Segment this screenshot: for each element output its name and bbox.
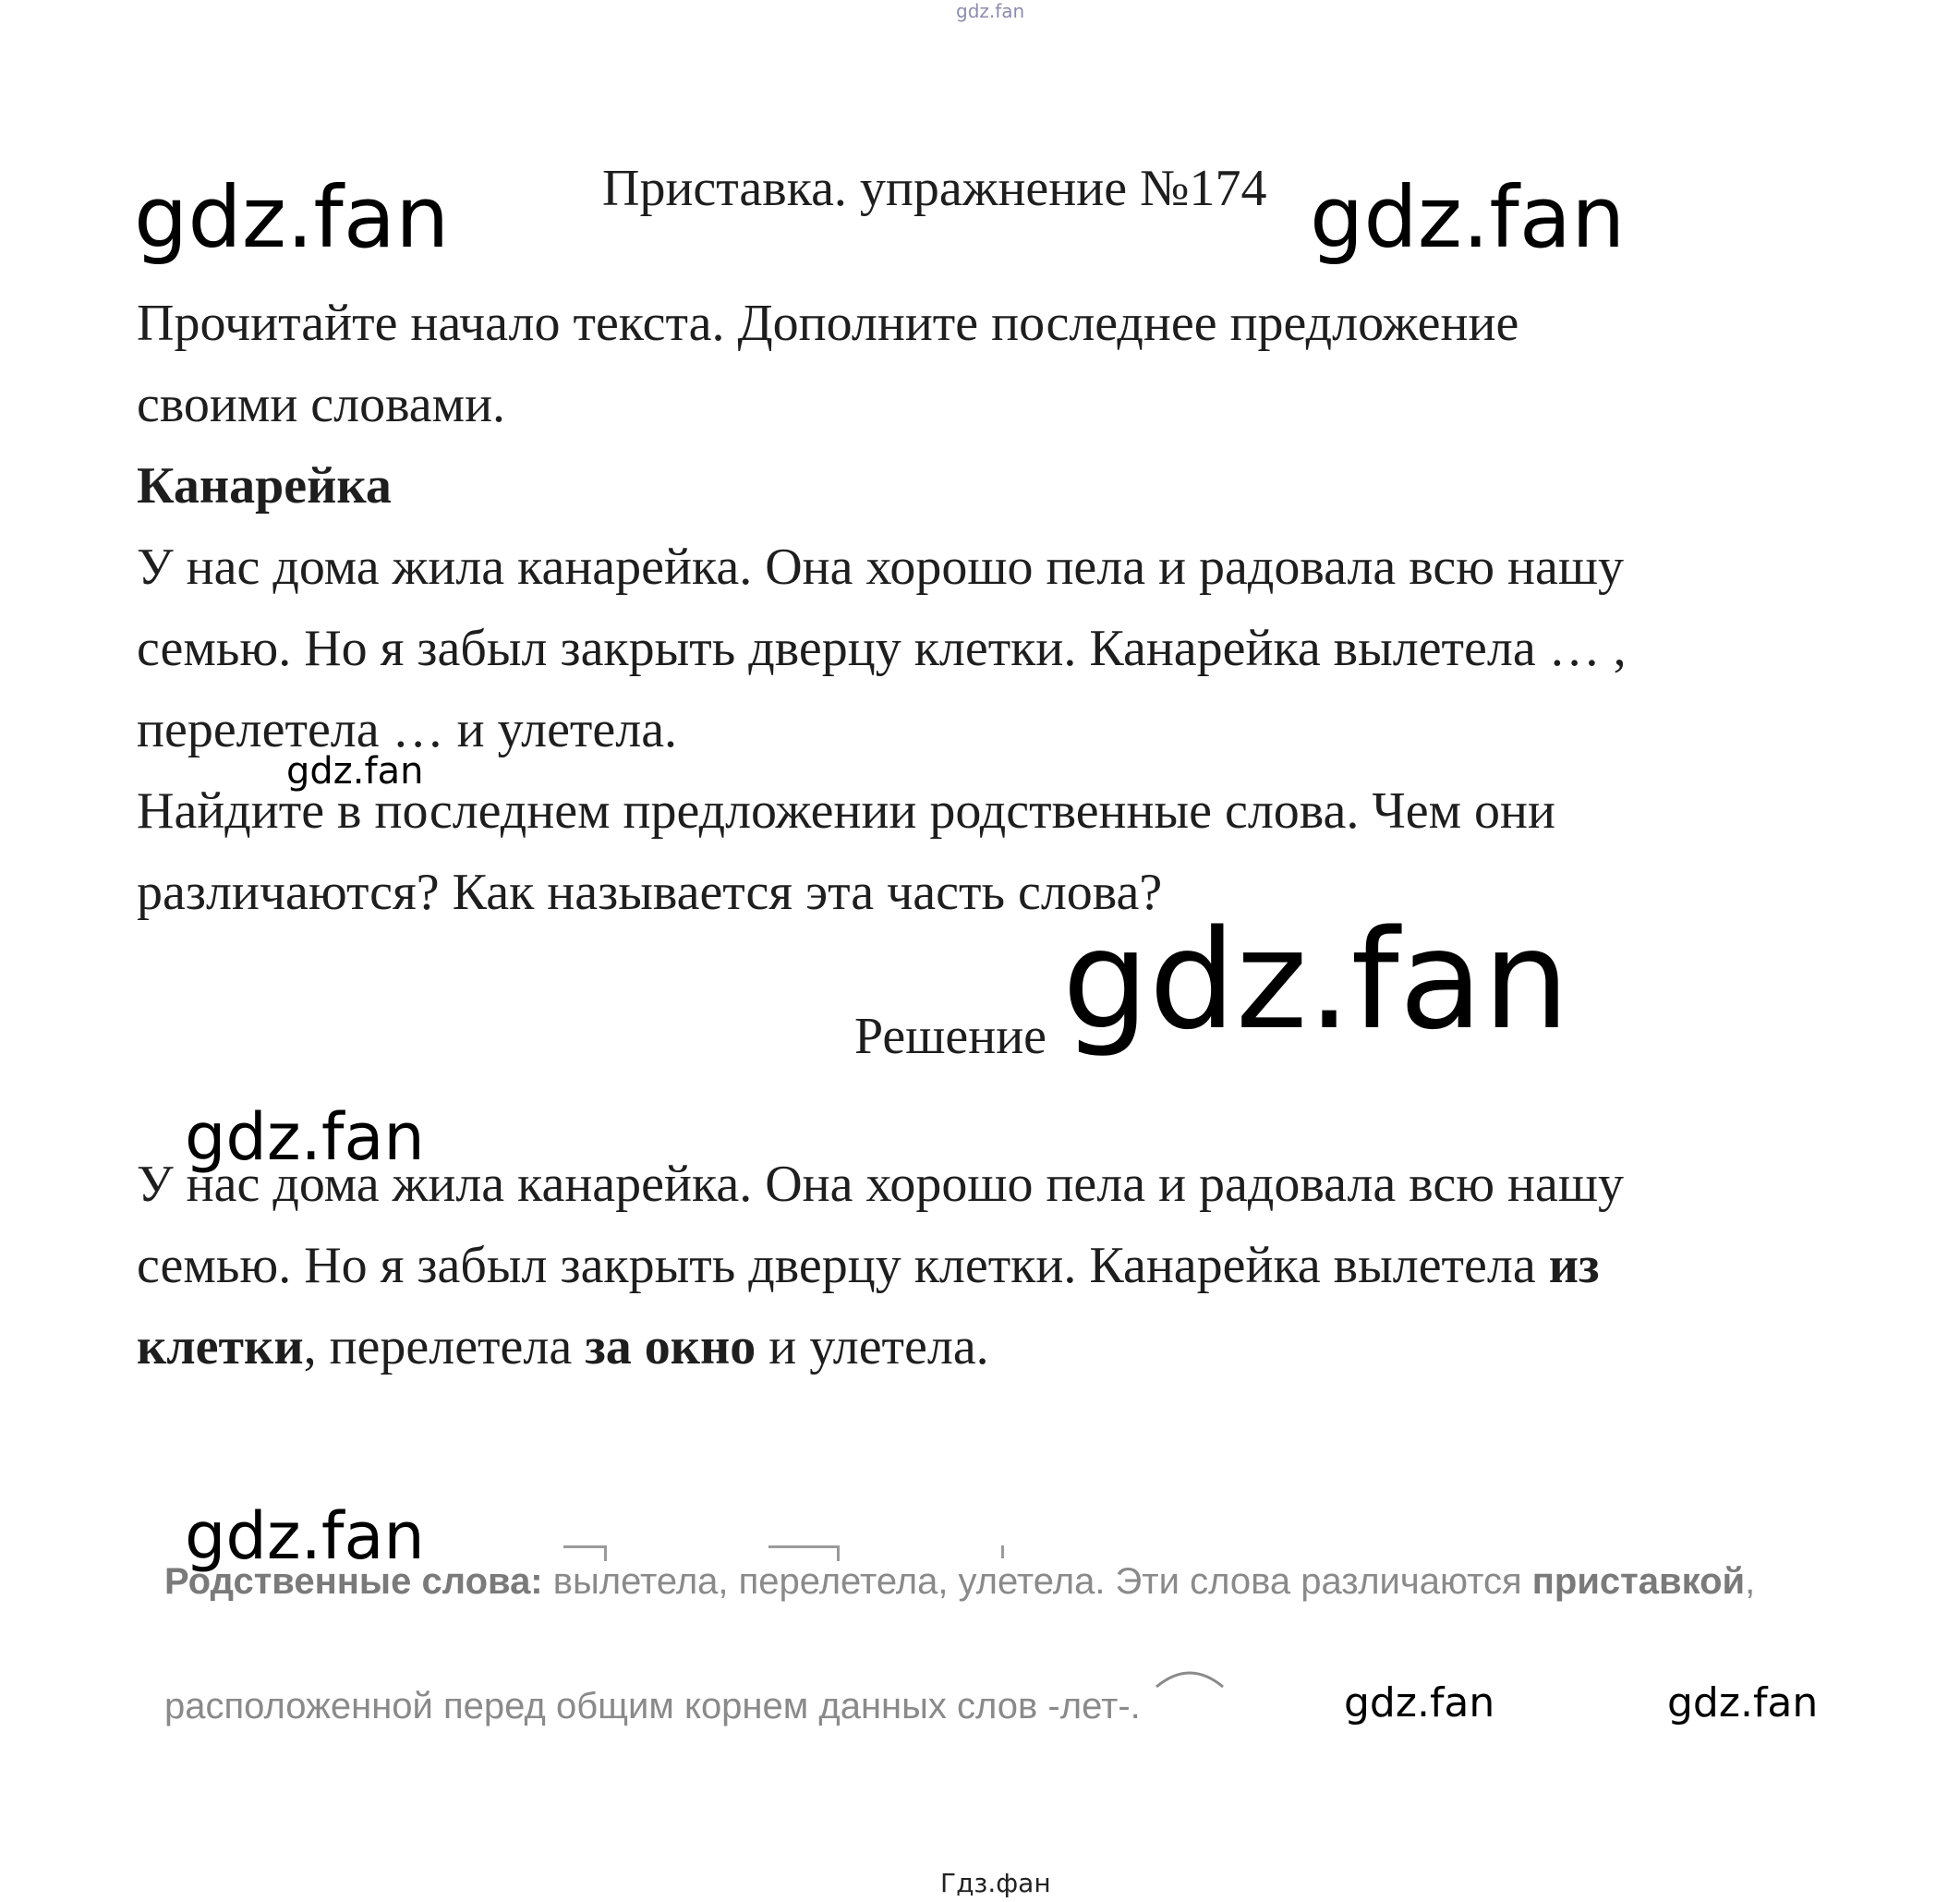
prefix-mark — [768, 1545, 840, 1561]
solution-text: семью. Но я забыл закрыть дверцу клетки. Канарейка вылетела — [137, 1237, 1549, 1294]
solution-bold: из — [1548, 1237, 1600, 1294]
answer-bold: приставкой — [1531, 1561, 1746, 1602]
story-title: Канарейка — [137, 457, 392, 515]
answer-text: -. — [1118, 1686, 1141, 1726]
watermark: gdz.fan — [1667, 1679, 1819, 1726]
watermark: gdz.fan — [286, 750, 424, 793]
answer-comma: , — [1745, 1561, 1756, 1602]
solution-line-3 — [137, 1317, 989, 1376]
page-title: Приставка. упражнение №174 — [602, 160, 1267, 217]
solution-bold: за окно — [585, 1318, 756, 1375]
watermark: gdz.fan — [1310, 168, 1626, 267]
watermark: gdz.fan — [134, 168, 450, 267]
answer-line-2 — [164, 1686, 1141, 1727]
solution-line-1: У нас дома жила канарейка. Она хорошо пела и радовала всю нашу — [137, 1156, 1624, 1213]
solution-text: и улетела. — [756, 1318, 989, 1375]
question-line-1: Найдите в последнем предложении родственные слова. Чем они — [137, 782, 1555, 840]
story-line-2: семью. Но я забыл закрыть дверцу клетки. Канарейка вылетела … , — [137, 620, 1627, 677]
question-line-2: различаются? Как называется эта часть слова? — [137, 864, 1163, 921]
solution-line-2 — [137, 1236, 1599, 1295]
watermark: gdz.fan — [185, 1498, 425, 1574]
watermark: gdz.fan — [1344, 1679, 1495, 1726]
story-line-3: перелетела … и улетела. — [137, 701, 678, 758]
answer-line-1 — [164, 1561, 1755, 1603]
task-line-2: своими словами. — [137, 376, 506, 433]
solution-heading: Решение — [854, 1008, 1047, 1065]
footer-watermark: Гдз.фан — [940, 1868, 1051, 1898]
watermark-top: gdz.fan — [956, 0, 1025, 22]
task-line-1: Прочитайте начало текста. Дополните последнее предложение — [137, 295, 1519, 352]
answer-root: лет — [1059, 1686, 1119, 1726]
solution-text: , перелетела — [303, 1318, 586, 1375]
answer-text: расположенной перед общим корнем данных слов - — [164, 1686, 1060, 1726]
watermark: gdz.fan — [1062, 901, 1570, 1060]
watermark: gdz.fan — [185, 1099, 425, 1175]
root-arc — [1153, 1663, 1227, 1690]
prefix-mark — [992, 1545, 1004, 1558]
solution-bold: клетки — [137, 1318, 304, 1375]
answer-words: вылетела, перелетела, улетела — [552, 1561, 1095, 1602]
answer-text: . Эти слова различаются — [1095, 1561, 1532, 1602]
prefix-mark — [563, 1545, 607, 1561]
story-line-1: У нас дома жила канарейка. Она хорошо пела и радовала всю нашу — [137, 539, 1624, 596]
answer-label: Родственные слова: — [164, 1561, 543, 1602]
